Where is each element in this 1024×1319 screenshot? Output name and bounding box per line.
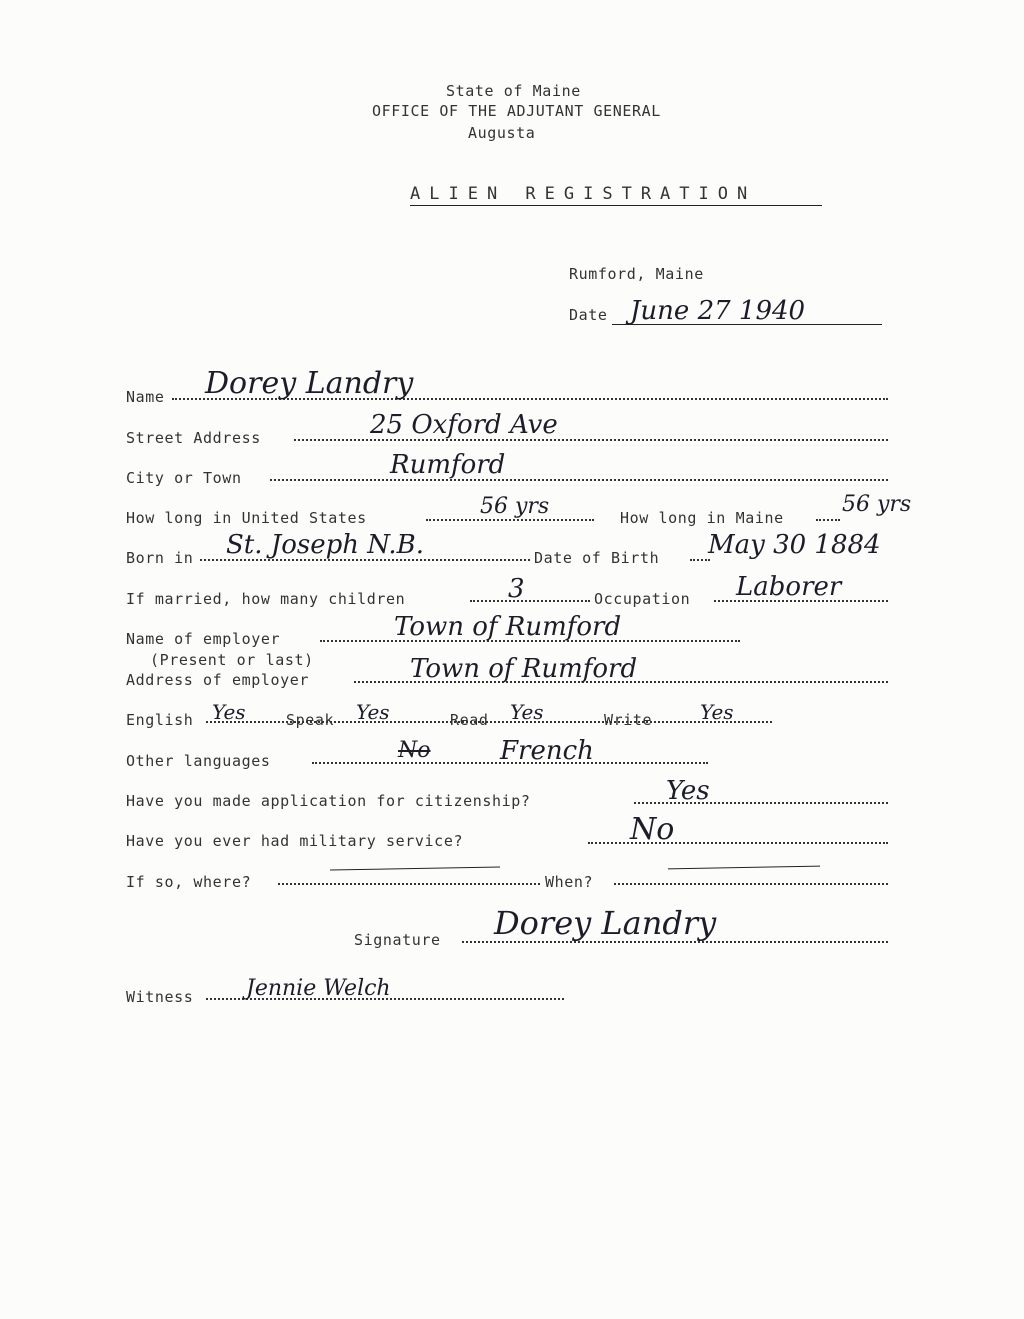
signature-value: Dorey Landry xyxy=(494,904,717,942)
speak-value: Yes xyxy=(356,700,390,724)
us-years-value: 56 yrs xyxy=(480,494,550,519)
dob-value: May 30 1884 xyxy=(708,530,881,560)
witness-label: Witness xyxy=(126,988,194,1006)
speak-label: Speak xyxy=(286,711,335,729)
children-label: If married, how many children xyxy=(126,590,406,608)
place: Rumford, Maine xyxy=(569,265,704,283)
when-label: When? xyxy=(545,873,594,891)
employer-address-label: Address of employer xyxy=(126,671,309,689)
street-value: 25 Oxford Ave xyxy=(370,410,558,440)
maine-years-value: 56 yrs xyxy=(842,492,912,517)
other-lang-label: Other languages xyxy=(126,752,271,770)
military-value: No xyxy=(630,812,675,847)
write-label: Write xyxy=(604,711,653,729)
city-value: Rumford xyxy=(390,450,506,480)
name-label: Name xyxy=(126,388,165,406)
date-underline xyxy=(612,324,882,325)
signature-label: Signature xyxy=(354,931,441,949)
header-state: State of Maine xyxy=(446,82,581,100)
witness-value: Jennie Welch xyxy=(246,976,391,1001)
date-label: Date xyxy=(569,306,608,324)
born-value: St. Joseph N.B. xyxy=(226,530,424,560)
military-label: Have you ever had military service? xyxy=(126,832,464,850)
date-value: June 27 1940 xyxy=(630,296,806,326)
employer-label: Name of employer xyxy=(126,630,281,648)
employer-address-value: Town of Rumford xyxy=(410,654,638,684)
born-label: Born in xyxy=(126,549,194,567)
employer-note: (Present or last) xyxy=(150,651,314,669)
dob-label: Date of Birth xyxy=(534,549,660,567)
occupation-value: Laborer xyxy=(736,572,842,602)
citizenship-label: Have you made application for citizenship? xyxy=(126,792,531,810)
us-years-label: How long in United States xyxy=(126,509,367,527)
write-value: Yes xyxy=(700,700,734,724)
header-city: Augusta xyxy=(468,124,536,142)
name-value: Dorey Landry xyxy=(205,366,414,401)
form-title: ALIEN REGISTRATION xyxy=(410,184,757,204)
maine-years-label: How long in Maine xyxy=(620,509,784,527)
read-label: Read xyxy=(450,711,489,729)
citizenship-value: Yes xyxy=(666,776,710,806)
children-value: 3 xyxy=(508,574,525,604)
other-lang-value: French xyxy=(500,736,594,766)
occupation-label: Occupation xyxy=(594,590,691,608)
english-value: Yes xyxy=(212,700,246,724)
employer-value: Town of Rumford xyxy=(394,612,622,642)
other-lang-struck: No xyxy=(398,738,431,763)
english-label: English xyxy=(126,711,194,729)
read-value: Yes xyxy=(510,700,544,724)
title-underline xyxy=(410,205,822,206)
where-dash xyxy=(330,867,500,871)
street-label: Street Address xyxy=(126,429,261,447)
city-label: City or Town xyxy=(126,469,242,487)
where-label: If so, where? xyxy=(126,873,252,891)
when-dash xyxy=(668,866,820,870)
header-office: OFFICE OF THE ADJUTANT GENERAL xyxy=(372,102,661,120)
